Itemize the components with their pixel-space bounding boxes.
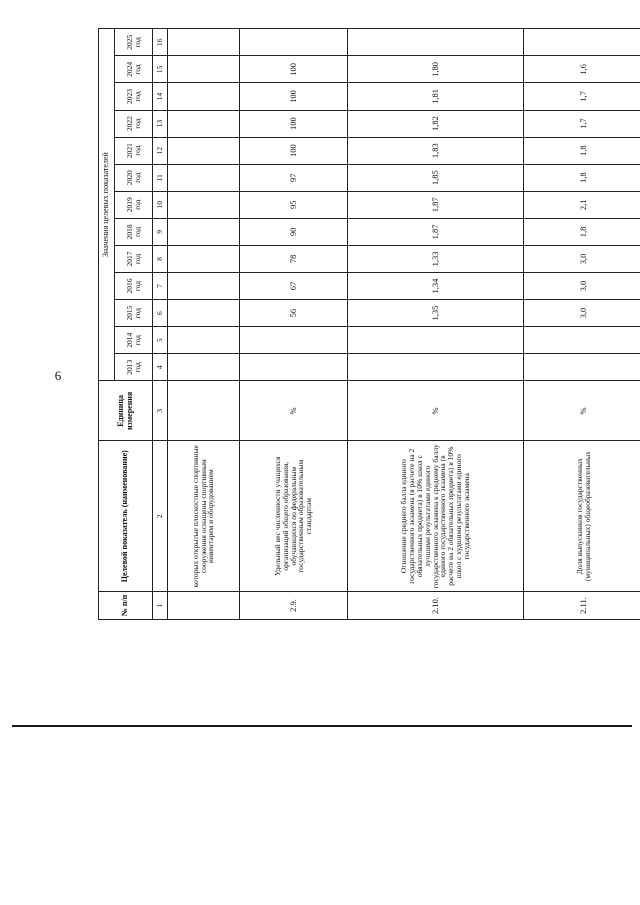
- value-cell: [524, 29, 640, 56]
- value-cell: 3,0: [524, 245, 640, 272]
- col-number: 4: [153, 354, 168, 381]
- row-number: [168, 591, 240, 619]
- value-cell: 90: [240, 218, 348, 245]
- value-cell: [168, 137, 240, 164]
- value-cell: 1,8: [524, 164, 640, 191]
- value-cell: [168, 218, 240, 245]
- value-cell: [168, 56, 240, 83]
- value-cell: 56: [240, 300, 348, 327]
- value-cell: 2,1: [524, 191, 640, 218]
- row-number: 2.11.: [524, 591, 640, 619]
- col-number: 9: [153, 218, 168, 245]
- header-year: 2016 год: [115, 272, 153, 299]
- value-cell: [168, 29, 240, 56]
- row-unit: %: [524, 381, 640, 441]
- col-number: 14: [153, 83, 168, 110]
- header-indicator: Целевой показатель (наименование): [99, 441, 153, 591]
- value-cell: 1,33: [348, 245, 524, 272]
- value-cell: 1,85: [348, 164, 524, 191]
- header-year: 2020 год: [115, 164, 153, 191]
- col-number: 12: [153, 137, 168, 164]
- header-year: 2015 год: [115, 300, 153, 327]
- header-year: 2013 год: [115, 354, 153, 381]
- col-number: 8: [153, 245, 168, 272]
- value-cell: [168, 272, 240, 299]
- value-cell: 1,87: [348, 218, 524, 245]
- table-viewport: [98, 28, 640, 620]
- table-row: [240, 29, 348, 620]
- header-year: 2018 год: [115, 218, 153, 245]
- row-indicator-name: Отношение среднего балла единого государственного экзамена (в расчете на 2 обязательных предмета) в 10% школ с лучшими результатами единого государственного экзамена к среднему баллу единого государственного экзамена (в расчете на 2 обязательных предмета) в 10% школ с худшими результатами единого государственного экзамена: [348, 441, 524, 591]
- col-number: 6: [153, 300, 168, 327]
- value-cell: [168, 83, 240, 110]
- value-cell: 1,81: [348, 83, 524, 110]
- value-cell: 1,8: [524, 137, 640, 164]
- header-year: 2017 год: [115, 245, 153, 272]
- column-number-row: [153, 29, 168, 620]
- value-cell: 1,87: [348, 191, 524, 218]
- col-number: 5: [153, 327, 168, 354]
- value-cell: [168, 191, 240, 218]
- value-cell: [240, 29, 348, 56]
- row-unit: %: [240, 381, 348, 441]
- value-cell: 3,0: [524, 300, 640, 327]
- col-number: 3: [153, 381, 168, 441]
- table-row: [524, 29, 640, 620]
- value-cell: [240, 354, 348, 381]
- row-number: 2.9.: [240, 591, 348, 619]
- indicators-table: [98, 28, 640, 620]
- value-cell: 67: [240, 272, 348, 299]
- header-year: 2023 год: [115, 83, 153, 110]
- header-year: 2021 год: [115, 137, 153, 164]
- col-number: 15: [153, 56, 168, 83]
- value-cell: [524, 327, 640, 354]
- value-cell: 100: [240, 110, 348, 137]
- value-cell: [168, 354, 240, 381]
- header-unit: Единица измерения: [99, 381, 153, 441]
- header-values-group: Значения целевых показателей: [99, 29, 115, 381]
- value-cell: [348, 29, 524, 56]
- value-cell: 100: [240, 137, 348, 164]
- value-cell: 1,35: [348, 300, 524, 327]
- value-cell: [240, 327, 348, 354]
- value-cell: [348, 327, 524, 354]
- row-indicator-name: Удельный вес численности учащихся организаций общего образования, обучающихся по федеральным государственным образовательным стандартам: [240, 441, 348, 591]
- col-number: 2: [153, 441, 168, 591]
- value-cell: 1,7: [524, 83, 640, 110]
- value-cell: 1,7: [524, 110, 640, 137]
- value-cell: 1,6: [524, 56, 640, 83]
- value-cell: [168, 164, 240, 191]
- value-cell: 3,0: [524, 272, 640, 299]
- row-indicator-name: Доля выпускников государственных (муниципальных) общеобразовательных: [524, 441, 640, 591]
- header-num: № п/п: [99, 591, 153, 619]
- table-row: [348, 29, 524, 620]
- col-number: 10: [153, 191, 168, 218]
- value-cell: [168, 327, 240, 354]
- value-cell: 1,82: [348, 110, 524, 137]
- value-cell: 97: [240, 164, 348, 191]
- page-number: 6: [54, 368, 62, 383]
- value-cell: [348, 354, 524, 381]
- value-cell: [168, 300, 240, 327]
- value-cell: [168, 110, 240, 137]
- value-cell: [524, 354, 640, 381]
- value-cell: 1,80: [348, 56, 524, 83]
- row-unit: [168, 381, 240, 441]
- value-cell: 1,8: [524, 218, 640, 245]
- value-cell: 100: [240, 56, 348, 83]
- col-number: 1: [153, 591, 168, 619]
- table-row: [168, 29, 240, 620]
- value-cell: 1,83: [348, 137, 524, 164]
- col-number: 16: [153, 29, 168, 56]
- col-number: 11: [153, 164, 168, 191]
- value-cell: 95: [240, 191, 348, 218]
- header-year: 2024 год: [115, 56, 153, 83]
- row-unit: %: [348, 381, 524, 441]
- value-cell: 100: [240, 83, 348, 110]
- row-number: 2.10.: [348, 591, 524, 619]
- header-year: 2022 год: [115, 110, 153, 137]
- value-cell: 78: [240, 245, 348, 272]
- col-number: 7: [153, 272, 168, 299]
- value-cell: [168, 245, 240, 272]
- page-divider-line: [12, 725, 632, 727]
- value-cell: 1,34: [348, 272, 524, 299]
- row-indicator-name: которых открытые плоскостные спортивные сооружения оснащены спортивным инвентарем и оборудованием: [168, 441, 240, 591]
- col-number: 13: [153, 110, 168, 137]
- header-year: 2025 год: [115, 29, 153, 56]
- header-year: 2014 год: [115, 327, 153, 354]
- header-year: 2019 год: [115, 191, 153, 218]
